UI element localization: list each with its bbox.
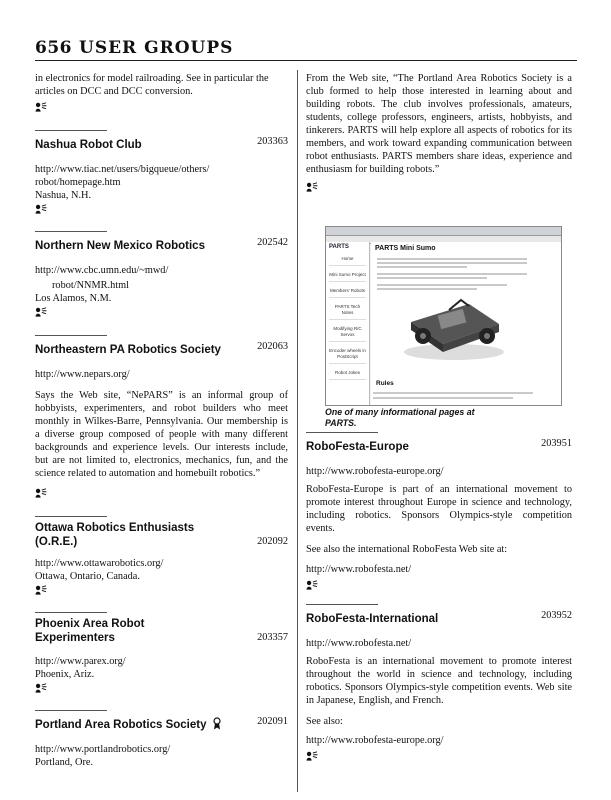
entry-url[interactable]: http://www.nepars.org/ [35, 369, 130, 380]
entry-phoenix-area-robot-experimenters [35, 612, 288, 693]
text-line [377, 288, 477, 290]
speaker-icon [35, 204, 47, 214]
entry-northeastern-pa-robotics-society [35, 335, 288, 498]
sumo-robot-photo [399, 292, 509, 362]
browser-titlebar [326, 227, 561, 236]
entry-title: Portland Area Robotics Society [35, 719, 207, 731]
speaker-icon [35, 683, 47, 693]
entry-portland-area-robotics-society [35, 710, 288, 769]
entry-title: Ottawa Robotics Enthusiasts [35, 522, 195, 534]
intro-text: in electronics for model railroading. See in particular the articles on DCC and DCC conversion. [35, 73, 269, 97]
text-line [377, 284, 507, 286]
see-also-url[interactable]: http://www.robofesta-europe.org/ [306, 735, 444, 746]
site-sidebar [326, 242, 370, 405]
text-line [377, 273, 527, 275]
speaker-icon [35, 585, 47, 595]
entry-url[interactable]: http://www.ottawarobotics.org/ [35, 558, 164, 569]
entry-nashua-robot-club [35, 130, 288, 214]
text-line [377, 262, 527, 264]
parts-description: From the Web site, “The Portland Area Robotics Society is a club formed to help those interested in learning about and building robots. The club involves professionals, amateurs, students, college professors, engineers, artists, hobbyists, and tinkerers. PARTS will help explore all aspects of robotics for its members, and work toward expanding communication between robot enthusiasts. PARTS members share ideas, experience and enthusiasm for building robots.” [306, 73, 572, 175]
entry-title: Northern New Mexico Robotics [35, 240, 205, 252]
entry-url[interactable]: http://www.robofesta-europe.org/ [306, 466, 444, 477]
speaker-icon [35, 488, 47, 498]
entry-url-cont[interactable]: robot/NNMR.html [52, 280, 129, 291]
page-number: 656 [35, 38, 72, 58]
website-screenshot-figure [325, 226, 562, 406]
text-line [373, 397, 513, 399]
entry-code: 202542 [257, 237, 288, 248]
entry-url-cont[interactable]: robot/homepage.htm [35, 177, 121, 188]
entry-separator [35, 335, 107, 336]
entry-code: 203357 [257, 632, 288, 643]
entry-location: Los Alamos, N.M. [35, 293, 112, 304]
entry-title: RoboFesta-International [306, 613, 439, 625]
entry-robofesta-international [306, 604, 572, 761]
entry-title: Phoenix Area Robot [35, 618, 145, 630]
see-also-text: See also the international RoboFesta Web site at: [306, 544, 508, 555]
entry-title: Northeastern PA Robotics Society [35, 344, 221, 356]
site-nav-item[interactable]: Members' Robots [329, 288, 366, 298]
entry-separator [35, 710, 107, 711]
right-column [306, 72, 572, 192]
entry-location: Ottawa, Ontario, Canada. [35, 571, 140, 582]
entry-code: 203951 [541, 438, 572, 449]
entry-url[interactable]: http://www.portlandrobotics.org/ [35, 744, 171, 755]
entry-separator [306, 432, 378, 433]
speaker-icon [306, 182, 318, 192]
entry-code: 203952 [541, 610, 572, 621]
entry-url[interactable]: http://www.parex.org/ [35, 656, 126, 667]
entry-separator [35, 231, 107, 232]
site-logo: PARTS [329, 244, 349, 250]
entry-title-cont: (O.R.E.) [35, 536, 78, 548]
entry-description: RoboFesta is an international movement to promote interest throughout the world in science and technology, including robotics. Sponsors Olympics-style competition events. Web site in Japanese, English, and French. [306, 656, 572, 706]
entry-separator [35, 516, 107, 517]
site-nav-item[interactable]: Mini Sumo Project [329, 272, 366, 282]
entry-code: 202091 [257, 716, 288, 727]
entry-code: 203363 [257, 136, 288, 147]
site-nav-item[interactable]: Home [329, 256, 366, 266]
text-line [377, 277, 487, 279]
site-nav-item[interactable]: Robot Jokes [329, 370, 366, 380]
award-ribbon-icon [213, 717, 221, 730]
entry-url[interactable]: http://www.robofesta.net/ [306, 638, 412, 649]
entry-separator [306, 604, 378, 605]
see-also-text: See also: [306, 716, 343, 727]
entry-description: RoboFesta-Europe is part of an international movement to promote interest throughout Europe in science and technology, including robotics. Sponsors Olympics-style competition events. [306, 484, 572, 534]
entry-northern-new-mexico-robotics [35, 231, 288, 317]
page-header [35, 38, 577, 61]
entry-separator [35, 612, 107, 613]
right-lower-entries [306, 432, 572, 761]
entry-location: Nashua, N.H. [35, 190, 92, 201]
site-page-title: PARTS Mini Sumo [375, 245, 436, 252]
entry-separator [35, 130, 107, 131]
entry-title-cont: Experimenters [35, 632, 115, 644]
entry-description: Says the Web site, “NePARS” is an informal group of hobbyists, experimenters, and robot builders who meet monthly in Wilkes-Barre, Pennsylvania. Our membership is a diverse group composed of people with many different backgrounds and experience levels. Our interests include, but are not limited to, electronics, mechanics, fun, and the science related to automation and homebuilt robotics.” [35, 390, 288, 479]
site-nav-item[interactable]: Encoder wheels in PostScript [329, 348, 366, 364]
speaker-icon [35, 102, 47, 112]
entry-title: RoboFesta-Europe [306, 441, 409, 453]
entry-location: Phoenix, Ariz. [35, 669, 95, 680]
site-rules-heading: Rules [376, 380, 394, 387]
section-title: USER GROUPS [79, 38, 234, 58]
entry-code: 202092 [257, 536, 288, 547]
entry-url[interactable]: http://www.tiac.net/users/bigqueue/others/ [35, 164, 210, 175]
entry-title: Nashua Robot Club [35, 139, 142, 151]
speaker-icon [306, 751, 318, 761]
figure-caption: One of many informational pages at PARTS. [325, 407, 475, 428]
column-divider [297, 70, 298, 792]
entry-code: 202063 [257, 341, 288, 352]
site-nav-item[interactable]: PARTS Tech Notes [329, 304, 366, 320]
left-column [35, 72, 288, 769]
speaker-icon [35, 307, 47, 317]
entry-location: Portland, Ore. [35, 757, 94, 768]
speaker-icon [306, 580, 318, 590]
entry-robofesta-europe [306, 432, 572, 590]
text-line [377, 258, 527, 260]
entry-ottawa-robotics-enthusiasts [35, 516, 288, 595]
text-line [373, 392, 533, 394]
site-main-content [371, 242, 561, 405]
see-also-url[interactable]: http://www.robofesta.net/ [306, 564, 412, 575]
site-nav-item[interactable]: Modifying R/C Servos [329, 326, 366, 342]
text-line [377, 266, 467, 268]
entry-url[interactable]: http://www.cbc.umn.edu/~mwd/ [35, 265, 169, 276]
